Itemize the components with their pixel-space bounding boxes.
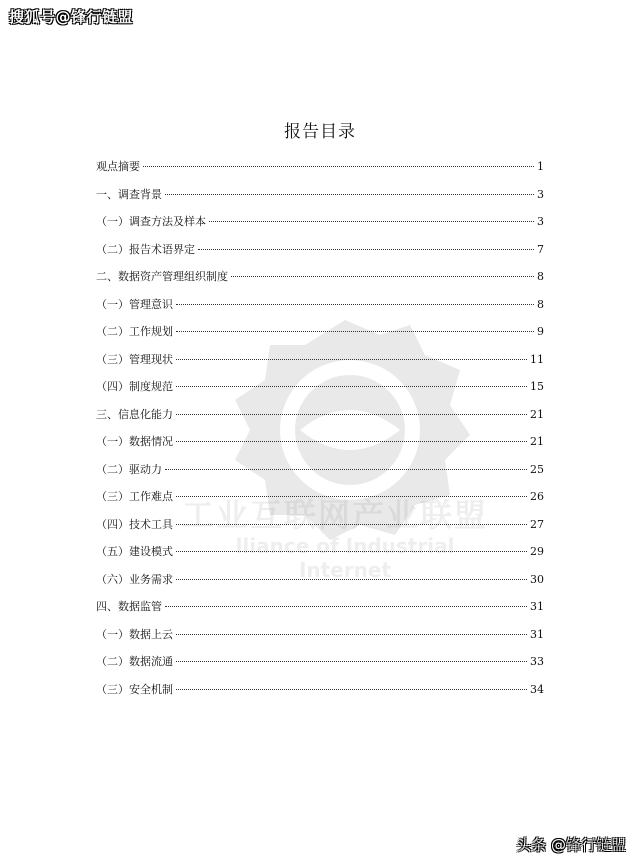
toc-entry[interactable]	[96, 681, 544, 709]
toc-entry-page-number: 31	[530, 600, 544, 613]
toc-entry[interactable]	[96, 241, 544, 269]
toc-dot-leader	[176, 551, 527, 552]
toc-dot-leader	[231, 276, 534, 277]
toc-entry[interactable]	[96, 626, 544, 654]
watermark-top-text: 搜狐号@锋行链盟	[9, 8, 134, 26]
toc-dot-leader	[176, 359, 527, 360]
toc-dot-leader	[176, 304, 534, 305]
watermark-alliance-cn: 工业互联网产业联盟	[181, 496, 488, 534]
toc-entry-page-number: 7	[537, 242, 544, 256]
toc-entry-page-number: 27	[530, 517, 544, 531]
toc-entry-page-number: 8	[537, 270, 544, 283]
toc-entry-page-number: 8	[537, 297, 544, 311]
toc-entry[interactable]	[96, 158, 544, 186]
toc-entry-label: （一）调查方法及样本	[96, 215, 206, 228]
toc-entry[interactable]	[96, 186, 544, 214]
watermark-bottom-text: 头条 @锋行链盟	[516, 836, 626, 854]
toc-entry[interactable]	[96, 406, 544, 434]
toc-entry[interactable]	[96, 213, 544, 241]
toc-dot-leader	[198, 249, 534, 250]
toc-entry-label: （三）工作难点	[96, 490, 173, 503]
toc-entry[interactable]	[96, 543, 544, 571]
toc-entry-label: （一）数据情况	[96, 435, 173, 448]
toc-entry-label: （一）数据上云	[96, 627, 173, 641]
toc-entry-page-number: 25	[530, 462, 544, 476]
toc-dot-leader	[176, 414, 527, 415]
toc-entry-page-number: 1	[537, 160, 544, 173]
toc-entry[interactable]	[96, 268, 544, 296]
toc-dot-leader	[176, 524, 527, 525]
toc-entry-page-number: 11	[530, 352, 544, 366]
toc-entry-page-number: 34	[530, 682, 544, 696]
toc-entry-label: （四）制度规范	[96, 380, 173, 393]
toc-dot-leader	[209, 221, 534, 222]
toc-entry-page-number: 30	[530, 572, 544, 586]
toc-entry-page-number: 29	[530, 545, 544, 558]
toc-entry-page-number: 26	[530, 490, 544, 503]
toc-entry-page-number: 33	[530, 655, 544, 668]
toc-dot-leader	[176, 386, 527, 387]
toc-entry-label: 三、信息化能力	[96, 407, 173, 421]
toc-entry[interactable]	[96, 653, 544, 681]
toc-dot-leader	[165, 469, 527, 470]
toc-entry-label: （三）安全机制	[96, 682, 173, 696]
watermark-alliance-en: lliance of Industrial Internet	[235, 534, 455, 582]
toc-dot-leader	[176, 634, 527, 635]
toc-entry-page-number: 21	[530, 407, 544, 421]
toc-entry[interactable]	[96, 461, 544, 489]
toc-entry[interactable]	[96, 488, 544, 516]
toc-entry-label: （二）报告术语界定	[96, 242, 195, 256]
toc-dot-leader	[176, 661, 527, 662]
toc-entry-label: 四、数据监管	[96, 600, 162, 613]
toc-entry-label: （二）数据流通	[96, 655, 173, 668]
toc-entry[interactable]	[96, 351, 544, 379]
toc-entry-label: 二、数据资产管理组织制度	[96, 270, 228, 283]
toc-dot-leader	[165, 606, 527, 607]
toc-entry[interactable]	[96, 323, 544, 351]
toc-entry-page-number: 31	[530, 627, 544, 641]
toc-dot-leader	[176, 331, 534, 332]
toc-entry[interactable]	[96, 378, 544, 406]
toc-entry[interactable]	[96, 516, 544, 544]
toc-entry[interactable]	[96, 571, 544, 599]
toc-entry-label: （一）管理意识	[96, 297, 173, 311]
toc-entry-label: （三）管理现状	[96, 352, 173, 366]
toc-entry-label: 观点摘要	[96, 160, 140, 173]
toc-entry[interactable]	[96, 296, 544, 324]
report-toc-title: 报告目录	[284, 122, 356, 142]
toc-entry-page-number: 3	[537, 187, 544, 201]
toc-dot-leader	[176, 441, 527, 442]
toc-entry-label: （四）技术工具	[96, 517, 173, 531]
toc-entry-label: （六）业务需求	[96, 572, 173, 586]
table-of-contents	[96, 158, 544, 708]
toc-entry-label: （五）建设模式	[96, 545, 173, 558]
toc-dot-leader	[176, 496, 527, 497]
toc-dot-leader	[143, 166, 534, 167]
toc-dot-leader	[165, 194, 534, 195]
toc-entry[interactable]	[96, 598, 544, 626]
toc-entry[interactable]	[96, 433, 544, 461]
toc-entry-page-number: 3	[537, 215, 544, 228]
toc-entry-label: 一、调查背景	[96, 187, 162, 201]
toc-dot-leader	[176, 689, 527, 690]
toc-dot-leader	[176, 579, 527, 580]
toc-entry-page-number: 15	[530, 380, 544, 393]
toc-entry-page-number: 21	[530, 435, 544, 448]
toc-entry-label: （二）工作规划	[96, 325, 173, 338]
toc-entry-page-number: 9	[537, 325, 544, 338]
toc-entry-label: （二）驱动力	[96, 462, 162, 476]
